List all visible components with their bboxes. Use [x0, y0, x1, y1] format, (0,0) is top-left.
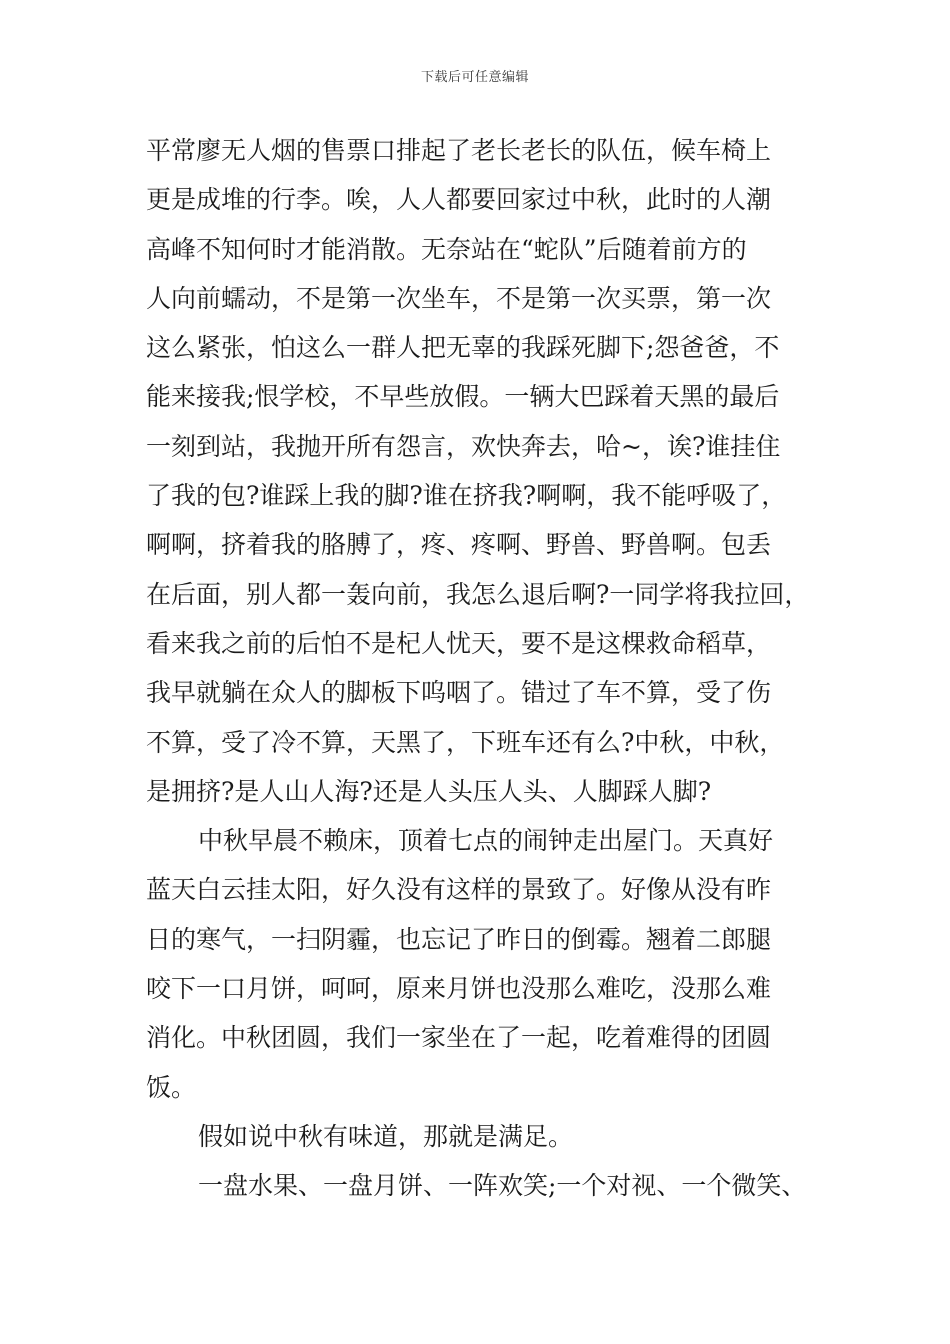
text-line: 我早就躺在众人的脚板下呜咽了。错过了车不算，受了伤	[146, 678, 772, 708]
document-body	[146, 126, 826, 1211]
text-line: 蓝天白云挂太阳，好久没有这样的景致了。好像从没有昨	[146, 875, 772, 905]
text-line: 咬下一口月饼，呵呵，原来月饼也没那么难吃，没那么难	[146, 974, 772, 1004]
text-line: 啊啊，挤着我的胳膊了，疼、疼啊、野兽、野兽啊。包丢	[146, 530, 772, 560]
text-line: 平常廖无人烟的售票口排起了老长老长的队伍，候车椅上	[146, 136, 772, 165]
text-line: 饭。	[146, 1072, 197, 1102]
text-line: 更是成堆的行李。唉，人人都要回家过中秋，此时的人潮	[146, 185, 772, 215]
text-line: 日的寒气，一扫阴霾，也忘记了昨日的倒霉。翘着二郎腿	[146, 924, 772, 954]
text-line: 不算，受了冷不算，天黑了，下班车还有么?中秋，中秋，	[146, 727, 785, 757]
page-header: 下载后可任意编辑	[420, 70, 529, 85]
text-line: 能来接我;恨学校，不早些放假。一辆大巴踩着天黑的最后	[146, 382, 780, 412]
text-line: 看来我之前的后怕不是杞人忧天，要不是这棵救命稻草，	[146, 628, 772, 658]
text-line: 了我的包?谁踩上我的脚?谁在挤我?啊啊，我不能呼吸了，	[146, 481, 787, 511]
text-line: 一刻到站，我抛开所有怨言，欢快奔去，哈~，诶?谁挂住	[146, 431, 781, 461]
text-line: 高峰不知何时才能消散。无奈站在“蛇队”后随着前方的	[146, 234, 747, 264]
text-line: 这么紧张，怕这么一群人把无辜的我踩死脚下;怨爸爸，不	[146, 333, 780, 363]
paragraph-start-line: 中秋早晨不赖床，顶着七点的闹钟走出屋门。天真好	[198, 826, 774, 856]
text-line: 人向前蠕动，不是第一次坐车，不是第一次买票，第一次	[146, 283, 772, 313]
text-line: 在后面，别人都一轰向前，我怎么退后啊?一同学将我拉回，	[146, 579, 810, 609]
text-line: 是拥挤?是人山人海?还是人头压人头、人脚踩人脚?	[146, 776, 712, 806]
paragraph-start-line: 假如说中秋有味道，那就是满足。	[198, 1121, 574, 1151]
text-line: 消化。中秋团圆，我们一家坐在了一起，吃着难得的团圆	[146, 1023, 772, 1053]
paragraph-start-line: 一盘水果、一盘月饼、一阵欢笑;一个对视、一个微笑、	[198, 1171, 807, 1201]
